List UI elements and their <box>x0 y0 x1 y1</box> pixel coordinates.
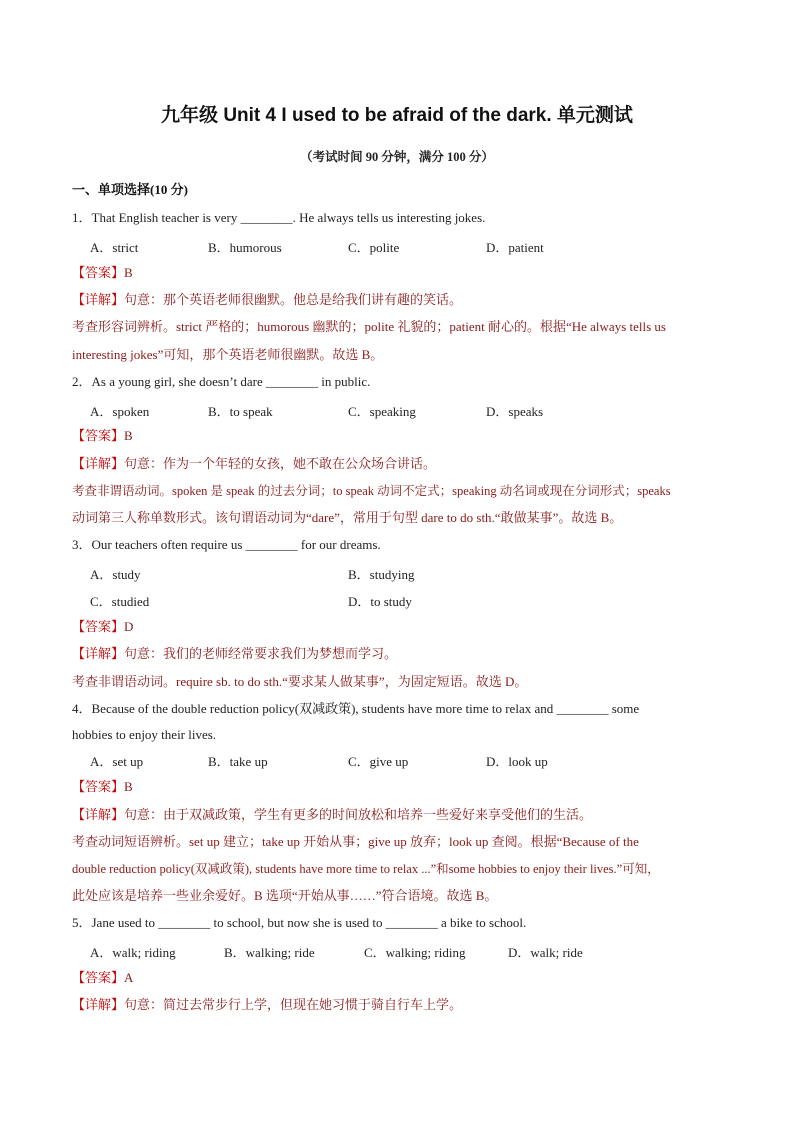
answer-value: B <box>124 265 133 280</box>
detail-text: 句意：作为一个年轻的女孩，她不敢在公众场合讲话。 <box>124 456 437 471</box>
option-c: C．walking; riding <box>364 945 466 960</box>
option-d: D．to study <box>348 594 412 609</box>
option-d: D．look up <box>486 754 548 769</box>
detail-text: 句意：由于双减政策，学生有更多的时间放松和培养一些爱好来享受他们的生活。 <box>124 807 593 822</box>
answer-value: B <box>124 428 133 443</box>
detail-line: 此处应该是培养一些业余爱好。B 选项“开始从事……”符合语境。故选 B。 <box>72 888 498 903</box>
answer-tag: 【答案】 <box>72 429 125 444</box>
option-a: A．strict <box>90 240 139 255</box>
answer-line <box>72 427 732 446</box>
detail-text: 句意：我们的老师经常要求我们为梦想而学习。 <box>124 646 398 661</box>
answer-tag: 【答案】 <box>72 971 125 986</box>
answer-tag: 【答案】 <box>72 780 125 795</box>
question-stem: hobbies to enjoy their lives. <box>72 727 217 742</box>
answer-line <box>72 969 732 988</box>
option-a: A．study <box>90 567 141 582</box>
option-a: A．set up <box>90 754 144 769</box>
option-c: C．speaking <box>348 404 416 419</box>
option-b: B．walking; ride <box>224 945 315 960</box>
detail-text: 句意：简过去常步行上学，但现在她习惯于骑自行车上学。 <box>124 997 463 1012</box>
question-stem: 3．Our teachers often require us ________ for our dreams. <box>72 537 381 552</box>
detail-tag: 【详解】 <box>72 808 125 823</box>
detail-line: 考查动词短语辨析。set up 建立；take up 开始从事；give up 放弃；look up 查阅。根据“Because of the <box>72 834 639 849</box>
option-d: D．speaks <box>486 404 544 419</box>
detail-tag: 【详解】 <box>72 647 125 662</box>
option-c: C．give up <box>348 754 409 769</box>
option-b: B．to speak <box>208 404 273 419</box>
detail-line: 考查非谓语动词。require sb. to do sth.“要求某人做某事”，为固定短语。故选 D。 <box>72 674 528 689</box>
detail-line: 动词第三人称单数形式。该句谓语动词为“dare”，常用于句型 dare to do sth.“敢做某事”。故选 B。 <box>72 510 623 525</box>
option-b: B．take up <box>208 754 268 769</box>
question-stem: 5．Jane used to ________ to school, but now she is used to ________ a bike to school. <box>72 915 527 930</box>
detail-line <box>72 996 732 1015</box>
detail-line: 考查形容词辨析。strict 严格的；humorous 幽默的；polite 礼貌的；patient 耐心的。根据“He always tells us <box>72 319 666 334</box>
answer-value: A <box>124 970 134 985</box>
answer-value: D <box>124 619 134 634</box>
answer-tag: 【答案】 <box>72 620 125 635</box>
option-b: B．humorous <box>208 240 282 255</box>
detail-text: 句意：那个英语老师很幽默。他总是给我们讲有趣的笑话。 <box>124 292 463 307</box>
detail-line <box>72 806 732 825</box>
detail-line <box>72 291 732 310</box>
option-d: D．patient <box>486 240 544 255</box>
option-c: C．studied <box>90 594 150 609</box>
option-a: A．spoken <box>90 404 150 419</box>
question-stem: 2．As a young girl, she doesn’t dare ________ in public. <box>72 374 371 389</box>
option-b: B．studying <box>348 567 415 582</box>
detail-line: 考查非谓语动词。spoken 是 speak 的过去分词；to speak 动词不定式；speaking 动名词或现在分词形式；speaks <box>72 484 671 498</box>
section-heading: 一、单项选择(10 分) <box>72 182 188 197</box>
option-a: A．walk; riding <box>90 945 176 960</box>
answer-line <box>72 264 732 283</box>
page-title: 九年级 Unit 4 I used to be afraid of the dark. 单元测试 <box>161 105 633 126</box>
detail-tag: 【详解】 <box>72 998 125 1013</box>
option-c: C．polite <box>348 240 400 255</box>
detail-line: double reduction policy(双减政策), students have more time to relax ...”和some hobbies to enjoy their lives.”可知， <box>72 862 660 876</box>
question-stem: 1．That English teacher is very ________. He always tells us interesting jokes. <box>72 210 486 225</box>
question-stem: 4．Because of the double reduction policy(双减政策), students have more time to relax and ________ some <box>72 701 640 716</box>
detail-line <box>72 455 732 474</box>
detail-line <box>72 645 732 664</box>
exam-info: （考试时间 90 分钟，满分 100 分） <box>300 150 494 164</box>
detail-tag: 【详解】 <box>72 457 125 472</box>
detail-tag: 【详解】 <box>72 293 125 308</box>
option-d: D．walk; ride <box>508 945 583 960</box>
answer-value: B <box>124 779 133 794</box>
answer-line <box>72 778 732 797</box>
answer-tag: 【答案】 <box>72 266 125 281</box>
detail-line: interesting jokes”可知，那个英语老师很幽默。故选 B。 <box>72 347 384 362</box>
answer-line <box>72 618 732 637</box>
